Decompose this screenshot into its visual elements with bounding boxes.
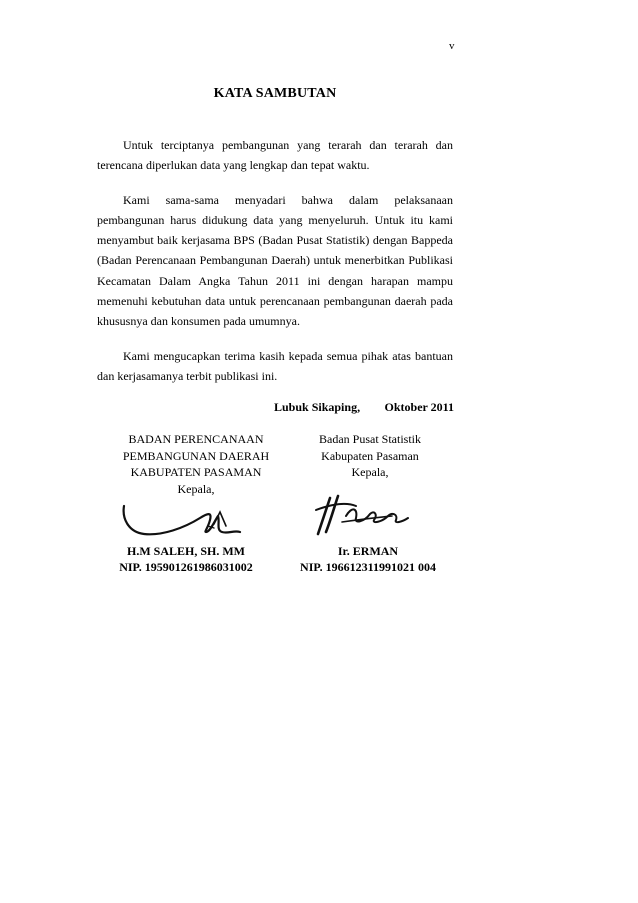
page-number: v (449, 40, 455, 52)
date-month-year: Oktober 2011 (384, 400, 454, 414)
date-line (274, 400, 454, 415)
signature-left-image (118, 492, 248, 542)
date-place: Lubuk Sikaping, (274, 400, 361, 414)
page-title: KATA SAMBUTAN (213, 86, 337, 101)
org-line: PEMBANGUNAN DAERAH (122, 448, 270, 463)
name: H.M SALEH, SH. MM (126, 544, 245, 558)
org-line: Kepala, (177, 481, 215, 496)
nip: NIP. 195901261986031002 (119, 560, 253, 574)
name: Ir. ERMAN (337, 544, 399, 558)
signatory-right-name (288, 543, 448, 575)
org-line: Kepala, (351, 465, 389, 479)
org-line: Badan Pusat Statistik (319, 432, 421, 446)
signatory-right-org (286, 431, 454, 481)
body-text (97, 135, 453, 400)
paragraph-3: Kami mengucapkan terima kasih kepada semua pihak atas bantuan dan kerjasamanya terbit publikasi ini. (97, 348, 453, 383)
paragraph-2: Kami sama-sama menyadari bahwa dalam pelaksanaan pembangunan harus didukung data yang menyeluruh. Untuk itu kami menyambut baik kerjasama BPS (Badan Pusat Statistik) dengan Bappeda (Badan Perencanaan Pembangunan Daerah) untuk menerbitkan Publikasi Kecamatan Dalam Angka Tahun 2011 ini dengan harapan mampu memenuhi kebutuhan data untuk perencanaan pembangunan daerah pada khususnya dan konsumen pada umumnya. (97, 192, 453, 329)
org-line: Kabupaten Pasaman (321, 448, 419, 463)
paragraph-1: Untuk terciptanya pembangunan yang terarah dan terarah dan terencana diperlukan data yang lengkap dan tepat waktu. (97, 138, 453, 173)
org-line: BADAN PERENCANAAN (128, 432, 264, 446)
signatory-left-name (112, 543, 260, 575)
signature-right-image (312, 492, 412, 538)
org-line: KABUPATEN PASAMAN (130, 465, 262, 479)
signatory-left-org (112, 431, 280, 497)
nip: NIP. 196612311991021 004 (300, 560, 436, 574)
